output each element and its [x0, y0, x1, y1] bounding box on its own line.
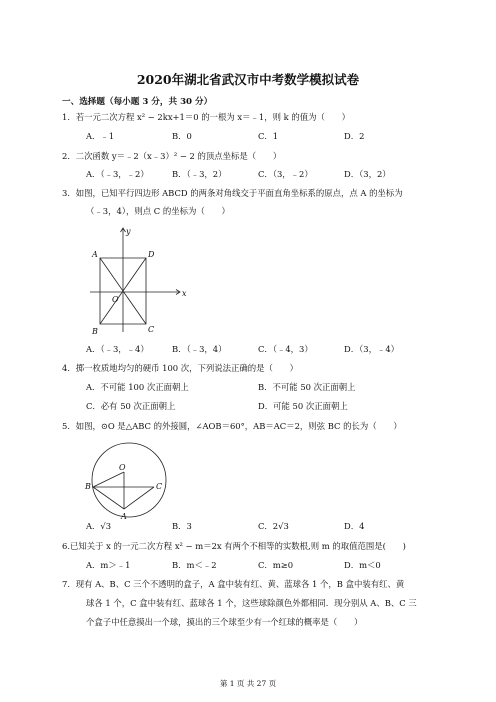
question-1-stem: 1．若一元二次方程 x² − 2kx+1＝0 的一根为 x＝﹣1，则 k 的值为（ ）: [62, 112, 350, 122]
q4-option-a: A．不可能 100 次正面朝上: [86, 382, 189, 392]
q4-option-b: B．不可能 50 次正面朝上: [258, 382, 356, 392]
q3-option-c: C．（﹣4，3）: [258, 344, 313, 354]
q1-option-a: A．﹣1: [86, 131, 115, 141]
page-footer: 第 1 页 共 27 页: [219, 679, 277, 688]
question-7-line1: 7．现有 A、B、C 三个不透明的盒子，A 盒中装有红、黄、蓝球各 1 个，B 盒中装有红、黄: [62, 579, 405, 589]
question-6-stem: 6.已知关于 x 的一元二次方程 x² − m＝2x 有两个不相等的实数根,则 m 的取值范围是( ): [62, 541, 406, 551]
q5-label-b: B: [85, 482, 91, 491]
q2-option-a: A．（﹣3，﹣2）: [86, 169, 149, 179]
q6-option-a: A．m＞﹣1: [86, 560, 131, 570]
q4-option-d: D．可能 50 次正面朝上: [258, 401, 348, 411]
q4-option-c: C．必有 50 次正面朝上: [86, 401, 176, 411]
q3-label-y: y: [126, 227, 131, 236]
page-title: 2020年湖北省武汉市中考数学模拟试卷: [136, 72, 360, 87]
question-7-line3: 个盒子中任意摸出一个球，摸出的三个球至少有一个红球的概率是（ ）: [86, 617, 363, 627]
q1-option-d: D．2: [344, 131, 365, 141]
section-heading: 一、选择题（每小题 3 分，共 30 分）: [62, 97, 213, 107]
q1-option-b: B．0: [172, 131, 192, 141]
q6-option-c: C．m≥0: [258, 560, 294, 570]
q3-option-b: B．（﹣3，4）: [172, 344, 227, 354]
q6-option-d: D．m＜0: [344, 560, 381, 570]
q5-option-a: A．√3: [86, 521, 112, 531]
q3-label-x: x: [182, 289, 187, 298]
q1-option-c: C．1: [258, 131, 279, 141]
question-5-stem: 5．如图，⊙O 是△ABC 的外接圆，∠AOB＝60°，AB＝AC＝2，则弦 BC 的长为（ ）: [62, 421, 402, 431]
question-3-stem-line2: （﹣3，4），则点 C 的坐标为（ ）: [86, 206, 230, 216]
question-3-stem-line1: 3．如图，已知平行四边形 ABCD 的两条对角线交于平面直角坐标系的原点，点 A 的坐标为: [62, 188, 403, 198]
question-2-stem: 2．二次函数 y＝﹣2（x﹣3）² − 2 的顶点坐标是（ ）: [62, 151, 282, 161]
q3-label-a: A: [92, 250, 98, 259]
q3-label-o: O: [112, 295, 119, 304]
q3-label-b: B: [92, 327, 98, 336]
q2-option-b: B．（﹣3，2）: [172, 169, 227, 179]
q3-label-d: D: [148, 250, 155, 259]
q2-option-d: D．（3，2）: [344, 169, 391, 179]
question-5-figure: [84, 434, 174, 524]
q6-option-b: B．m＜﹣2: [172, 560, 217, 570]
q5-option-d: D．4: [344, 521, 365, 531]
q5-label-a: A: [121, 512, 127, 521]
q5-option-b: B．3: [172, 521, 192, 531]
q5-label-o: O: [119, 463, 126, 472]
question-3-figure: [88, 226, 198, 336]
question-4-stem: 4．掷一枚质地均匀的硬币 100 次，下列说法正确的是（ ）: [62, 363, 299, 373]
q3-option-d: D．（3，﹣4）: [344, 344, 400, 354]
q3-label-c: C: [148, 325, 155, 334]
question-7-line2: 球各 1 个，C 盒中装有红、蓝球各 1 个，这些球除颜色外都相同．现分别从 A、B、C 三: [86, 598, 417, 608]
q5-option-c: C．2√3: [258, 521, 289, 531]
q2-option-c: C．（3，﹣2）: [258, 169, 313, 179]
q3-option-a: A．（﹣3，﹣4）: [86, 344, 149, 354]
q5-label-c: C: [156, 482, 163, 491]
